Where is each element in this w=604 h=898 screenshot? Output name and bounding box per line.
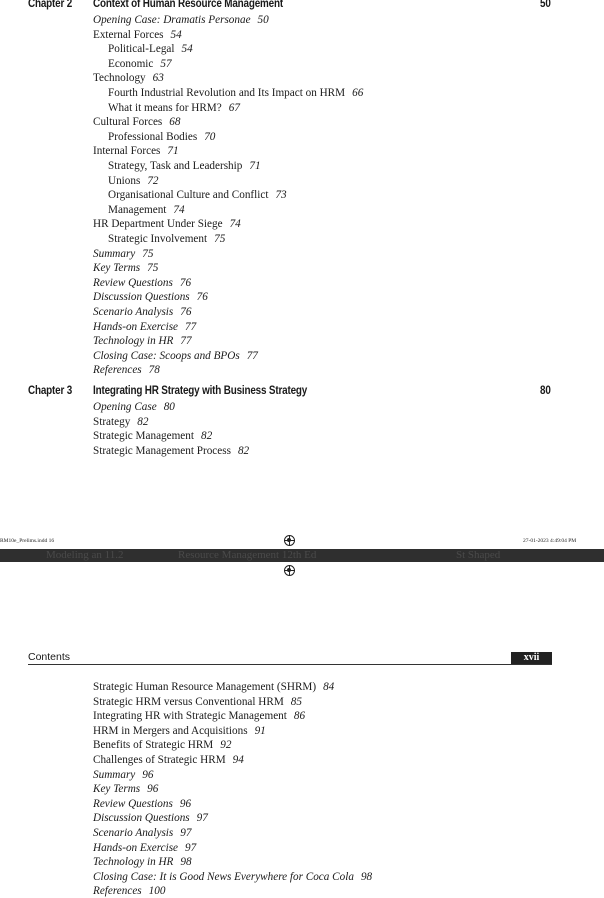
toc-entry-page: 72 <box>147 174 159 187</box>
bar-text-2: Resource Management 12th Ed <box>178 549 317 561</box>
toc-entry-title: Closing Case: It is Good News Everywhere for Coca Cola <box>93 870 354 883</box>
toc-entry[interactable] <box>93 217 241 231</box>
toc-entry[interactable] <box>93 415 148 429</box>
toc-entry-page: 86 <box>293 710 306 723</box>
toc-entry-title: Summary <box>93 768 136 781</box>
toc-entry-title: Key Terms <box>93 262 141 275</box>
toc-entry-title: Strategic Management Process <box>93 444 231 457</box>
toc-entry[interactable] <box>93 400 175 414</box>
toc-entry[interactable] <box>108 174 159 188</box>
header-rule <box>28 664 552 665</box>
toc-entry-page: 71 <box>249 160 261 172</box>
toc-entry-page: 97 <box>180 827 192 839</box>
toc-entry[interactable] <box>108 232 225 246</box>
toc-entry-page: 92 <box>220 739 232 752</box>
toc-entry-title: Strategy <box>93 415 131 428</box>
toc-entry[interactable] <box>93 884 165 898</box>
toc-entry[interactable] <box>93 290 208 304</box>
toc-entry-title: Summary <box>93 247 136 260</box>
toc-entry-title: Economic <box>108 57 154 70</box>
toc-entry[interactable] <box>93 276 191 290</box>
toc-entry[interactable] <box>93 738 231 752</box>
toc-entry-page: 67 <box>228 101 240 114</box>
toc-entry[interactable] <box>93 13 269 27</box>
bar-text-1: Modeling an 11.2 <box>46 549 124 561</box>
toc-entry-page: 80 <box>163 401 175 413</box>
toc-entry[interactable] <box>93 680 334 694</box>
toc-entry-title: Scenario Analysis <box>93 306 174 318</box>
toc-entry-page: 98 <box>180 856 192 869</box>
toc-entry-page: 75 <box>147 262 159 275</box>
toc-entry-page: 66 <box>352 87 364 99</box>
toc-entry-title: Closing Case: Scoops and BPOs <box>93 349 240 362</box>
toc-entry-title: HRM in Mergers and Acquisitions <box>93 724 248 737</box>
toc-entry-title: Review Questions <box>93 797 173 810</box>
toc-entry[interactable] <box>93 811 208 825</box>
toc-entry-page: 68 <box>169 116 181 129</box>
toc-entry[interactable] <box>108 86 363 100</box>
toc-entry[interactable] <box>93 305 191 319</box>
toc-entry[interactable] <box>93 320 196 334</box>
toc-entry-page: 74 <box>229 218 241 231</box>
toc-entry[interactable] <box>108 101 240 115</box>
footer-timestamp: 27-01-2023 4:49:04 PM <box>523 538 577 544</box>
toc-entry[interactable] <box>93 247 153 261</box>
registration-mark-icon <box>284 535 295 546</box>
toc-entry[interactable] <box>93 797 191 811</box>
toc-entry-page: 85 <box>290 695 302 708</box>
toc-entry-page: 54 <box>181 43 193 56</box>
toc-entry-title: Strategic Involvement <box>108 233 208 245</box>
toc-entry-page: 84 <box>323 681 335 693</box>
toc-entry-title: Management <box>108 203 167 216</box>
toc-entry-page: 76 <box>196 291 208 304</box>
chapter-2-number: Chapter 2 <box>28 0 73 10</box>
toc-entry[interactable] <box>93 724 266 738</box>
toc-entry-page: 70 <box>204 130 216 143</box>
toc-entry-title: Discussion Questions <box>93 812 190 825</box>
toc-entry-page: 74 <box>173 203 185 216</box>
toc-entry-title: Integrating HR with Strategic Management <box>93 710 287 723</box>
toc-entry-page: 97 <box>185 841 197 854</box>
toc-entry-page: 82 <box>200 430 213 443</box>
toc-entry-page: 78 <box>148 364 160 377</box>
toc-entry-page: 73 <box>275 189 287 202</box>
toc-entry-title: Strategy, Task and Leadership <box>108 160 243 172</box>
toc-entry-page: 57 <box>160 57 172 70</box>
toc-entry[interactable] <box>93 709 305 723</box>
toc-entry-page: 76 <box>179 276 192 289</box>
toc-entry-title: What it means for HRM? <box>108 101 222 114</box>
toc-entry[interactable] <box>93 444 249 458</box>
bar-text-3: St Shaped <box>456 549 501 561</box>
page-separator-bar <box>0 549 604 562</box>
toc-entry-page: 54 <box>170 28 182 41</box>
toc-entry-page: 96 <box>179 797 192 810</box>
toc-entry-page: 76 <box>180 306 192 318</box>
toc-entry[interactable] <box>93 261 158 275</box>
toc-entry[interactable] <box>108 130 215 144</box>
toc-entry-page: 75 <box>214 233 226 245</box>
toc-entry-title: Technology in HR <box>93 335 174 348</box>
toc-entry-title: Opening Case <box>93 401 157 413</box>
toc-entry-title: Technology <box>93 72 146 85</box>
toc-entry-title: Professional Bodies <box>108 130 198 143</box>
toc-entry[interactable] <box>93 334 192 348</box>
toc-entry-title: Scenario Analysis <box>93 827 174 839</box>
toc-entry-title: Technology in HR <box>93 856 174 869</box>
toc-entry-title: References <box>93 364 142 377</box>
toc-entry-page: 91 <box>254 724 266 737</box>
toc-entry[interactable] <box>108 159 261 173</box>
toc-entry[interactable] <box>93 826 191 840</box>
toc-entry-title: Strategic Management <box>93 430 194 443</box>
toc-entry-title: Strategic HRM versus Conventional HRM <box>93 695 284 708</box>
toc-entry-title: References <box>93 885 142 898</box>
toc-entry-page: 77 <box>246 349 258 362</box>
toc-entry-page: 97 <box>196 812 208 825</box>
toc-entry-title: Fourth Industrial Revolution and Its Impact on HRM <box>108 87 346 99</box>
toc-entry-title: Challenges of Strategic HRM <box>93 754 226 766</box>
toc-entry-page: 96 <box>142 768 154 781</box>
toc-entry[interactable] <box>93 363 160 377</box>
toc-entry-title: Cultural Forces <box>93 116 163 129</box>
toc-entry[interactable] <box>93 349 258 363</box>
toc-entry[interactable] <box>93 115 180 129</box>
toc-entry-page: 77 <box>185 320 197 333</box>
toc-entry[interactable] <box>93 144 179 158</box>
toc-entry[interactable] <box>93 841 196 855</box>
toc-entry-title: Unions <box>108 174 141 187</box>
toc-entry-title: HR Department Under Siege <box>93 218 223 231</box>
toc-entry-page: 96 <box>147 783 159 796</box>
running-header-contents: Contents <box>28 651 71 663</box>
toc-entry-title: Discussion Questions <box>93 291 190 304</box>
toc-entry[interactable] <box>93 429 212 443</box>
toc-entry-title: Key Terms <box>93 783 141 796</box>
toc-entry-page: 63 <box>152 72 164 85</box>
chapter-2-title[interactable]: Context of Human Resource Management <box>93 0 283 10</box>
toc-entry-title: Strategic Human Resource Management (SHRM) <box>93 681 317 693</box>
toc-entry[interactable] <box>93 753 244 767</box>
toc-entry-page: 50 <box>257 14 269 26</box>
registration-mark-icon <box>284 565 295 576</box>
toc-entry[interactable] <box>108 188 287 202</box>
toc-entry-title: Hands-on Exercise <box>93 320 179 333</box>
toc-entry-title: External Forces <box>93 28 164 41</box>
chapter-3-page: 80 <box>540 385 551 397</box>
toc-entry[interactable] <box>108 42 193 56</box>
toc-entry[interactable] <box>93 855 192 869</box>
chapter-3-number: Chapter 3 <box>28 385 73 397</box>
toc-entry-title: Benefits of Strategic HRM <box>93 739 214 752</box>
toc-entry[interactable] <box>93 768 153 782</box>
toc-entry-title: Opening Case: Dramatis Personae <box>93 14 251 26</box>
page-number-badge: xvii <box>511 652 552 664</box>
toc-entry-page: 77 <box>180 335 192 348</box>
toc-entry-page: 94 <box>232 754 244 766</box>
toc-entry-page: 82 <box>137 415 149 428</box>
toc-entry-page: 71 <box>167 145 179 158</box>
toc-entry-page: 100 <box>148 885 166 898</box>
toc-entry[interactable] <box>108 203 185 217</box>
toc-entry-title: Internal Forces <box>93 145 161 158</box>
toc-entry[interactable] <box>93 28 182 42</box>
toc-entry-page: 98 <box>360 870 373 883</box>
toc-entry[interactable] <box>108 57 172 71</box>
toc-entry-page: 82 <box>237 444 250 457</box>
chapter-3-title[interactable]: Integrating HR Strategy with Business Strategy <box>93 385 308 397</box>
toc-entry-page: 75 <box>142 247 154 260</box>
toc-entry[interactable] <box>93 870 372 884</box>
toc-entry-title: Political-Legal <box>108 43 175 56</box>
footer-file-name: RM10e_Prelims.indd 16 <box>0 538 55 544</box>
toc-entry[interactable] <box>93 695 302 709</box>
toc-entry-title: Organisational Culture and Conflict <box>108 189 269 202</box>
toc-entry-title: Hands-on Exercise <box>93 841 179 854</box>
chapter-2-page: 50 <box>540 0 551 10</box>
toc-entry-title: Review Questions <box>93 276 173 289</box>
toc-entry[interactable] <box>93 782 158 796</box>
toc-entry[interactable] <box>93 71 164 85</box>
